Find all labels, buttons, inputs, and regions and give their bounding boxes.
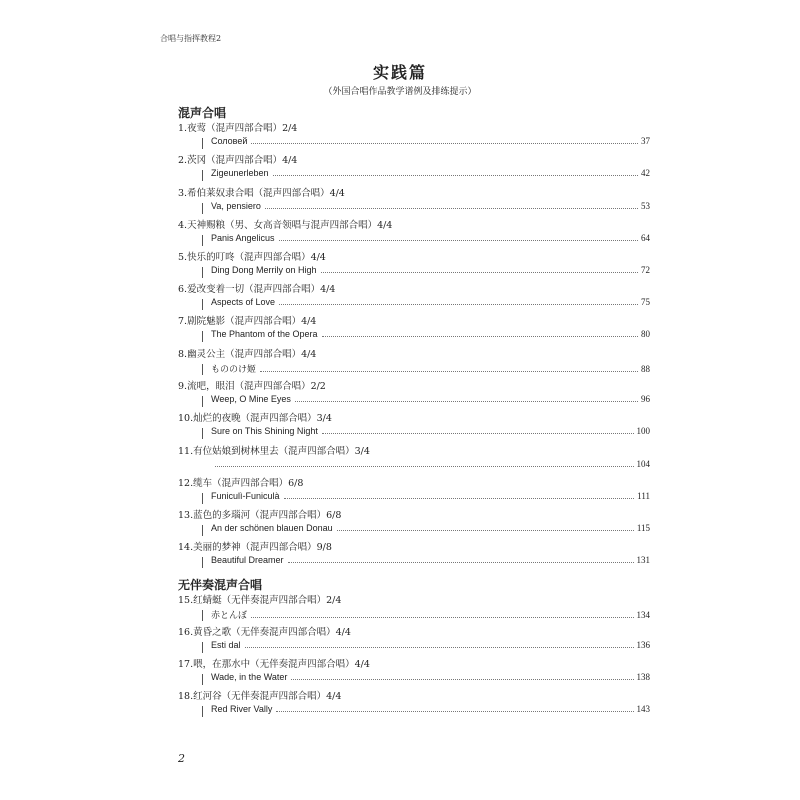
toc-entry-original-title: Beautiful Dreamer [211,555,284,565]
toc-entry-page: 37 [641,136,650,146]
entry-rule [202,235,203,246]
toc-entry-line [178,136,650,150]
toc-entry-line [178,640,650,654]
toc-entry-title[interactable]: 6.爱改变着一切（混声四部合唱）4/4 [178,284,336,295]
toc-entry-title[interactable]: 13.蓝色的多瑙河（混声四部合唱）6/8 [178,510,342,521]
toc-entry-line [178,329,650,343]
toc-entry-title[interactable]: 9.流吧，眼泪（混声四部合唱）2/2 [178,381,326,392]
toc-entry-page: 111 [637,491,650,501]
toc-entry-original-title: Va, pensiero [211,201,261,211]
toc-entry-title[interactable]: 3.希伯莱奴隶合唱（混声四部合唱）4/4 [178,188,345,199]
dot-leader [291,678,633,680]
toc-entry-title[interactable]: 14.美丽的梦神（混声四部合唱）9/8 [178,542,332,553]
dot-leader [284,497,635,499]
toc-entry-page: 104 [636,459,650,469]
entry-rule [202,170,203,181]
entry-rule [202,557,203,568]
toc-entry-title[interactable]: 7.剧院魅影（混声四部合唱）4/4 [178,316,317,327]
toc-entry-page: 138 [636,672,650,682]
dot-leader [279,239,638,241]
dot-leader [322,335,638,337]
entry-rule [202,396,203,407]
toc-entry-page: 143 [636,704,650,714]
toc-entry-page: 96 [641,394,650,404]
toc-entry-title[interactable]: 5.快乐的叮咚（混声四部合唱）4/4 [178,252,326,263]
toc-entry-page: 42 [641,168,650,178]
toc-entry-line [178,523,650,537]
toc-entry-original-title: 赤とんぼ [211,610,248,620]
page-number: 2 [178,752,185,765]
dot-leader [265,207,638,209]
toc-entry-title[interactable]: 15.红蜻蜓（无伴奏混声四部合唱）2/4 [178,595,342,606]
toc-entry-line [178,491,650,505]
page-title: 实践篇 [372,63,427,82]
toc-entry-line [178,672,650,686]
dot-leader [337,529,634,531]
toc-entry-title[interactable]: 18.红河谷（无伴奏混声四部合唱）4/4 [178,691,342,702]
toc-entry-line [178,459,650,473]
toc-entry-page: 131 [636,555,650,565]
toc-entry-original-title: Wade, in the Water [211,672,288,682]
toc-entry-page: 72 [641,265,650,275]
entry-rule [202,610,203,621]
toc-entry-line [178,394,650,408]
entry-rule [202,267,203,278]
toc-entry-line [178,297,650,311]
toc-entry-line [178,168,650,182]
toc-entry-title[interactable]: 2.茨冈（混声四部合唱）4/4 [178,155,298,166]
toc-entry-title[interactable]: 10.灿烂的夜晚（混声四部合唱）3/4 [178,413,332,424]
toc-entry-original-title: もののけ姬 [211,364,257,374]
dot-leader [273,174,638,176]
entry-rule [202,428,203,439]
dot-leader [251,616,633,618]
toc-entry-line [178,362,650,376]
toc-entry-line [178,608,650,622]
toc-entry-original-title: An der schönen blauen Donau [211,523,333,533]
toc-entry-page: 80 [641,329,650,339]
toc-entry-page: 64 [641,233,650,243]
toc-entry-line [178,426,650,440]
entry-rule [202,642,203,653]
dot-leader [276,710,633,712]
toc-entry-line [178,201,650,215]
section-heading: 无伴奏混声合唱 [178,578,263,592]
dot-leader [260,370,638,372]
toc-entry-title[interactable]: 1.夜莺（混声四部合唱）2/4 [178,123,298,134]
page-subtitle: （外国合唱作品教学谱例及排练提示） [323,87,477,97]
toc-entry-title[interactable]: 4.天神赐粮（男、女高音领唱与混声四部合唱）4/4 [178,220,393,231]
toc-entry-page: 75 [641,297,650,307]
toc-entry-original-title: Red River Vally [211,704,273,714]
toc-entry-page: 136 [636,640,650,650]
toc-entry-title[interactable]: 17.喂，在那水中（无伴奏混声四部合唱）4/4 [178,659,370,670]
toc-entry-line [178,233,650,247]
toc-entry-original-title: Zigeunerleben [211,168,269,178]
dot-leader [322,432,634,434]
toc-entry-title[interactable]: 12.缆车（混声四部合唱）6/8 [178,478,304,489]
entry-rule [202,493,203,504]
dot-leader [288,561,634,563]
entry-rule [202,706,203,717]
dot-leader [279,303,638,305]
toc-entry-original-title: Ding Dong Merrily on High [211,265,317,275]
entry-rule [202,203,203,214]
toc-entry-page: 53 [641,201,650,211]
toc-entry-line [178,704,650,718]
toc-entry-line [178,555,650,569]
toc-entry-title[interactable]: 16.黄昏之歌（无伴奏混声四部合唱）4/4 [178,627,351,638]
toc-entry-original-title: Соловей [211,136,248,146]
entry-rule [202,364,203,375]
dot-leader [245,646,634,648]
dot-leader [215,465,634,467]
running-head: 合唱与指挥教程2 [160,34,222,43]
toc-entry-title[interactable]: 11.有位姑娘到树林里去（混声四部合唱）3/4 [178,446,370,457]
dot-leader [295,400,638,402]
toc-entry-original-title: Panis Angelicus [211,233,275,243]
toc-entry-original-title: Sure on This Shining Night [211,426,318,436]
toc-entry-original-title: Aspects of Love [211,297,276,307]
toc-entry-page: 115 [636,523,650,533]
entry-rule [202,331,203,342]
entry-rule [202,138,203,149]
toc-entry-page: 134 [636,610,650,620]
dot-leader [321,271,638,273]
entry-rule [202,525,203,536]
toc-entry-page: 100 [636,426,650,436]
toc-entry-page: 88 [641,364,650,374]
entry-rule [202,674,203,685]
toc-entry-original-title: Funiculì-Funiculà [211,491,280,501]
toc-entry-original-title: Weep, O Mine Eyes [211,394,291,404]
entry-rule [202,299,203,310]
dot-leader [251,142,638,144]
toc-entry-title[interactable]: 8.幽灵公主（混声四部合唱）4/4 [178,349,317,360]
toc-entry-line [178,265,650,279]
section-heading: 混声合唱 [178,106,227,120]
toc-entry-original-title: The Phantom of the Opera [211,329,318,339]
toc-entry-original-title: Esti dal [211,640,241,650]
